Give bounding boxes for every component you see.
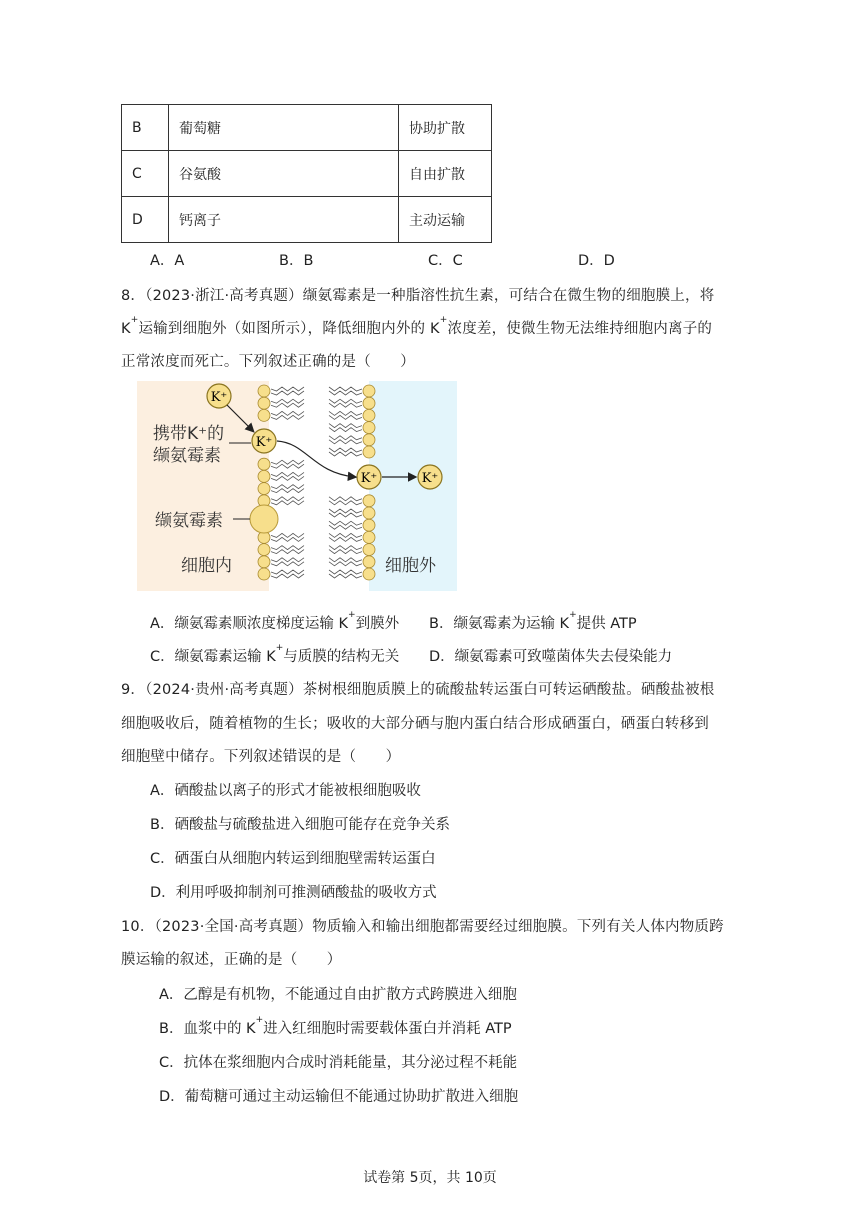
lipid-head: [363, 556, 375, 568]
lipid-tail: [329, 533, 362, 537]
lipid-head: [258, 556, 270, 568]
lipid-tail: [329, 497, 362, 501]
lipid-tail: [271, 562, 304, 566]
lipid-head: [363, 434, 375, 446]
lipid-head: [258, 483, 270, 495]
lipid-tail: [271, 546, 304, 550]
k-ion-top: [207, 384, 231, 408]
lipid-head: [258, 397, 270, 409]
lipid-tail: [329, 448, 362, 452]
q10-option-b[interactable]: B．血浆中的 K+进入红细胞时需要载体蛋白并消耗 ATP: [159, 1015, 512, 1037]
lipid-tail: [271, 489, 304, 493]
lipid-tail: [329, 391, 362, 395]
lipid-tail: [329, 436, 362, 440]
lipid-tail: [271, 574, 304, 578]
lipid-head: [258, 544, 270, 556]
lipid-head: [363, 446, 375, 458]
q9-option-c[interactable]: C．硒蛋白从细胞内转运到细胞壁需转运蛋白: [150, 851, 436, 867]
lipid-head: [258, 385, 270, 397]
lipid-tail: [329, 399, 362, 403]
k-ion-carried: [252, 429, 276, 453]
lipid-tail: [329, 513, 362, 517]
q7-option-c[interactable]: C．C: [428, 253, 463, 269]
q8-stem-line1: 8．（2023·浙江·高考真题）缬氨霉素是一种脂溶性抗生素，可结合在微生物的细胞膜上，将: [121, 288, 715, 304]
lipid-tail: [329, 403, 362, 407]
table-cell-substance: 谷氨酸: [169, 151, 399, 197]
q7-option-b[interactable]: B．B: [279, 253, 314, 269]
q8-option-c[interactable]: C．缬氨霉素运输 K+与质膜的结构无关: [150, 643, 400, 665]
label-outside: 细胞外: [385, 556, 436, 576]
lipid-tail: [329, 411, 362, 415]
lipid-head: [258, 458, 270, 470]
q8-option-a[interactable]: A．缬氨霉素顺浓度梯度运输 K+到膜外: [150, 610, 400, 632]
lipid-tail: [271, 533, 304, 537]
q9-stem-line2: 细胞吸收后，随着植物的生长；吸收的大部分硒与胞内蛋白结合形成硒蛋白，硒蛋白转移到: [121, 716, 709, 732]
q9-option-b[interactable]: B．硒酸盐与硫酸盐进入细胞可能存在竞争关系: [150, 817, 450, 833]
lipid-tail: [329, 537, 362, 541]
lipid-tail: [271, 570, 304, 574]
table-cell-method: 自由扩散: [399, 151, 492, 197]
lipid-tail: [271, 537, 304, 541]
q9-option-d[interactable]: D．利用呼吸抑制剂可推测硒酸盐的吸收方式: [150, 885, 437, 901]
k-ion-exit: [357, 465, 381, 489]
lipid-tail: [271, 391, 304, 395]
lipid-tail: [329, 387, 362, 391]
lipid-tail: [329, 521, 362, 525]
label-carrying-line1: 携带K⁺的: [153, 424, 225, 444]
lipid-tail: [271, 460, 304, 464]
label-valinomycin: 缬氨霉素: [155, 511, 223, 531]
lipid-tail: [271, 476, 304, 480]
q10-stem-line1: 10．（2023·全国·高考真题）物质输入和输出细胞都需要经过细胞膜。下列有关人体内物质跨: [121, 919, 724, 935]
table-cell-method: 主动运输: [399, 197, 492, 243]
lipid-tail: [271, 415, 304, 419]
lipid-tail: [329, 570, 362, 574]
lipid-tail: [271, 411, 304, 415]
q7-option-a[interactable]: A．A: [150, 253, 185, 269]
lipid-tail: [329, 501, 362, 505]
lipid-tail: [271, 399, 304, 403]
q8-stem-line2: K+运输到细胞外（如图所示），降低细胞内外的 K+浓度差，使微生物无法维持细胞内离子的: [121, 315, 713, 337]
lipid-tail: [271, 387, 304, 391]
lipid-head: [363, 544, 375, 556]
label-carrying-line2: 缬氨霉素: [153, 446, 221, 466]
lipid-head: [363, 409, 375, 421]
lipid-tail: [329, 424, 362, 428]
svg-text:K⁺: K⁺: [255, 435, 273, 450]
lipid-tail: [271, 501, 304, 505]
page-footer: 试卷第 5页，共 10页: [363, 1170, 497, 1186]
lipid-tail: [271, 550, 304, 554]
table-row: [122, 151, 492, 197]
lipid-head: [258, 470, 270, 482]
q9-stem-line3: 细胞壁中储存。下列叙述错误的是（ ）: [121, 749, 401, 765]
lipid-tail: [271, 558, 304, 562]
q8-stem-line3: 正常浓度而死亡。下列叙述正确的是（ ）: [121, 354, 415, 370]
lipid-tail: [271, 472, 304, 476]
table-cell-substance: 钙离子: [169, 197, 399, 243]
lipid-head: [363, 507, 375, 519]
lipid-head: [363, 519, 375, 531]
lipid-tail: [329, 550, 362, 554]
svg-text:K⁺: K⁺: [421, 471, 439, 486]
table-cell-letter: D: [122, 197, 169, 243]
q8-option-b[interactable]: B．缬氨霉素为运输 K+提供 ATP: [429, 610, 637, 632]
lipid-tail: [271, 485, 304, 489]
lipid-head: [363, 422, 375, 434]
q10-stem-line2: 膜运输的叙述，正确的是（ ）: [121, 952, 342, 968]
q9-option-a[interactable]: A．硒酸盐以离子的形式才能被根细胞吸收: [150, 783, 421, 799]
lipid-head: [258, 568, 270, 580]
svg-text:K⁺: K⁺: [360, 471, 378, 486]
table-row: [122, 105, 492, 151]
lipid-tail: [329, 525, 362, 529]
lipid-tail: [329, 562, 362, 566]
lipid-tail: [329, 509, 362, 513]
table-cell-substance: 葡萄糖: [169, 105, 399, 151]
k-ion-outside: [418, 465, 442, 489]
svg-text:K⁺: K⁺: [210, 390, 228, 405]
lipid-head: [363, 385, 375, 397]
lipid-tail: [329, 452, 362, 456]
membrane-diagram-svg: [137, 381, 457, 591]
q7-option-d[interactable]: D．D: [578, 253, 615, 269]
lipid-head: [363, 495, 375, 507]
lipid-head: [363, 568, 375, 580]
lipid-head: [363, 397, 375, 409]
table-cell-letter: C: [122, 151, 169, 197]
lipid-tail: [329, 428, 362, 432]
lipid-tail: [271, 497, 304, 501]
table-cell-method: 协助扩散: [399, 105, 492, 151]
q10-option-d[interactable]: D．葡萄糖可通过主动运输但不能通过协助扩散进入细胞: [159, 1089, 519, 1105]
table-row: [122, 197, 492, 243]
lipid-tail: [329, 440, 362, 444]
q8-option-d[interactable]: D．缬氨霉素可致噬菌体失去侵染能力: [429, 649, 673, 665]
lipid-tail: [271, 464, 304, 468]
lipid-tail: [271, 403, 304, 407]
q10-option-a[interactable]: A．乙醇是有机物，不能通过自由扩散方式跨膜进入细胞: [159, 987, 517, 1003]
label-inside: 细胞内: [181, 556, 232, 576]
lipid-tail: [329, 415, 362, 419]
lipid-tail: [329, 558, 362, 562]
q10-option-c[interactable]: C．抗体在浆细胞内合成时消耗能量，其分泌过程不耗能: [159, 1055, 518, 1071]
q9-stem-line1: 9．（2024·贵州·高考真题）茶树根细胞质膜上的硫酸盐转运蛋白可转运硒酸盐。硒酸盐被根: [121, 682, 715, 698]
answer-table: [121, 104, 492, 243]
lipid-head: [258, 409, 270, 421]
table-cell-letter: B: [122, 105, 169, 151]
lipid-head: [363, 531, 375, 543]
membrane-diagram: [137, 381, 457, 591]
lipid-tail: [329, 546, 362, 550]
lipid-tail: [329, 574, 362, 578]
